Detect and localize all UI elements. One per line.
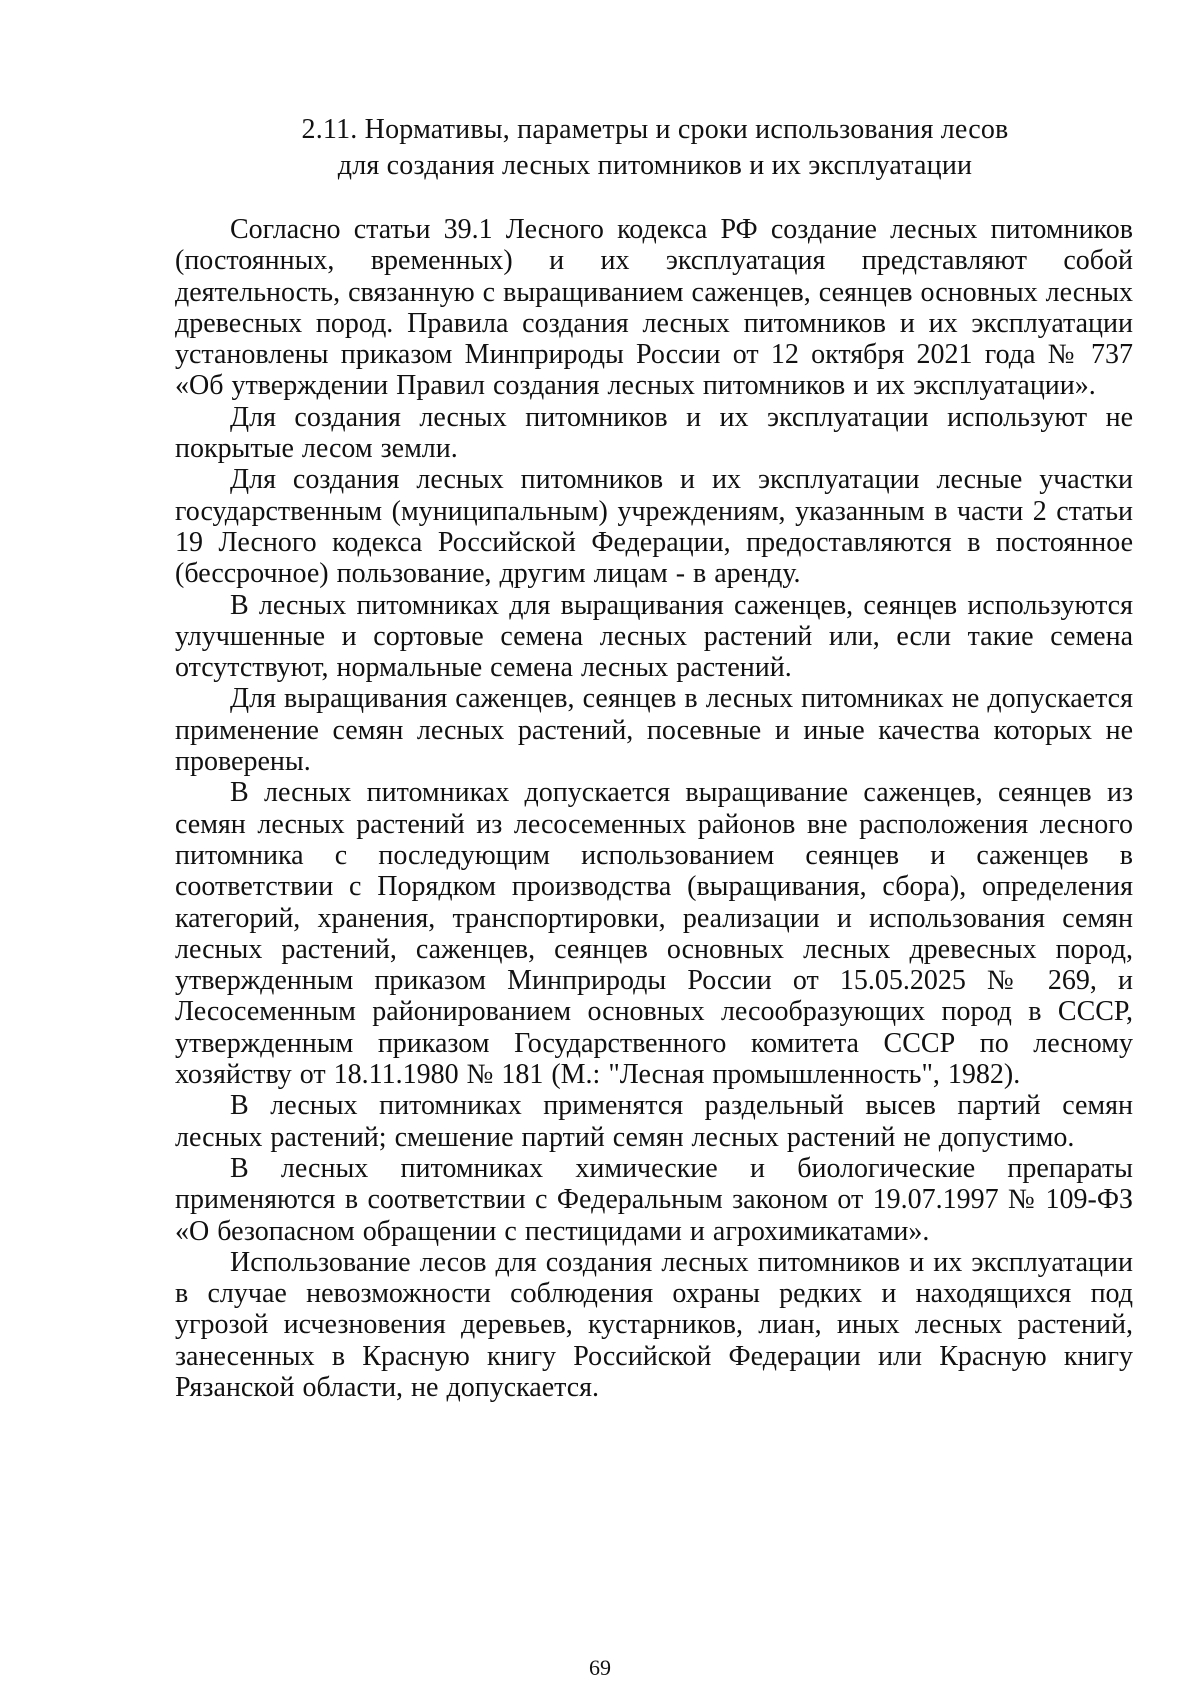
paragraph-chemical-preparations: В лесных питомниках химические и биологические препараты применяются в соответствии с Федеральным законом от 19.07.1997 № 109-ФЗ «О безопасном обращении с пестицидами и агрохимикатами». bbox=[175, 1152, 1133, 1247]
section-heading-line-1: 2.11. Нормативы, параметры и сроки использования лесов bbox=[301, 114, 1009, 145]
paragraph-separate-sowing: В лесных питомниках применятся раздельный высев партий семян лесных растений; смешение партий семян лесных растений не допустимо. bbox=[175, 1090, 1133, 1153]
paragraph-non-forest-lands: Для создания лесных питомников и их эксплуатации используют не покрытые лесом земли. bbox=[175, 401, 1133, 465]
paragraph-land-provision: Для создания лесных питомников и их эксплуатации лесные участки государственным (муниципальным) учреждениям, указанным в части 2 статьи 19 Лесного кодекса Российской Федерации, предоставляются в постоянное (бессрочное) пользование, другим лицам - в аренду. bbox=[175, 464, 1133, 590]
section-heading-line-2: для создания лесных питомников и их эксплуатации bbox=[337, 150, 973, 181]
paragraph-article-39-1: Согласно статьи 39.1 Лесного кодекса РФ создание лесных питомников (постоянных, временных) и их эксплуатация представляют собой деятельность, связанную с выращиванием саженцев, сеянцев основных лесных древесных пород. Правила создания лесных питомников и их эксплуатации установлены приказом Минприроды России от 12 октября 2021 года № 737 «Об утверждении Правил создания лесных питомников и их эксплуатации». bbox=[175, 214, 1133, 402]
section-heading bbox=[175, 112, 1135, 184]
paragraph-seed-zones: В лесных питомниках допускается выращивание саженцев, сеянцев из семян лесных растений из лесосеменных районов вне расположения лесного питомника с последующим использованием сеянцев и саженцев в соответствии с Порядком производства (выращивания, сбора), определения категорий, хранения, транспортировки, реализации и использования семян лесных растений, саженцев, сеянцев основных лесных древесных пород, утвержденным приказом Минприроды России от 15.05.2025 № 269, и Лесосеменным районированием основных лесообразующих пород в СССР, утвержденным приказом Государственного комитета СССР по лесному хозяйству от 18.11.1980 № 181 (М.: "Лесная промышленность", 1982). bbox=[175, 777, 1133, 1091]
paragraph-red-book-restriction: Использование лесов для создания лесных питомников и их эксплуатации в случае невозможности соблюдения охраны редких и находящихся под угрозой исчезновения деревьев, кустарников, лиан, иных лесных растений, занесенных в Красную книгу Российской Федерации или Красную книгу Рязанской области, не допускается. bbox=[175, 1246, 1133, 1403]
paragraph-improved-seeds: В лесных питомниках для выращивания саженцев, сеянцев используются улучшенные и сортовые семена лесных растений или, если такие семена отсутствуют, нормальные семена лесных растений. bbox=[175, 589, 1133, 684]
document-body bbox=[175, 214, 1133, 1403]
page-number: 69 bbox=[589, 1655, 611, 1680]
paragraph-unverified-seeds: Для выращивания саженцев, сеянцев в лесных питомниках не допускается применение семян лесных растений, посевные и иные качества которых не проверены. bbox=[175, 683, 1133, 778]
